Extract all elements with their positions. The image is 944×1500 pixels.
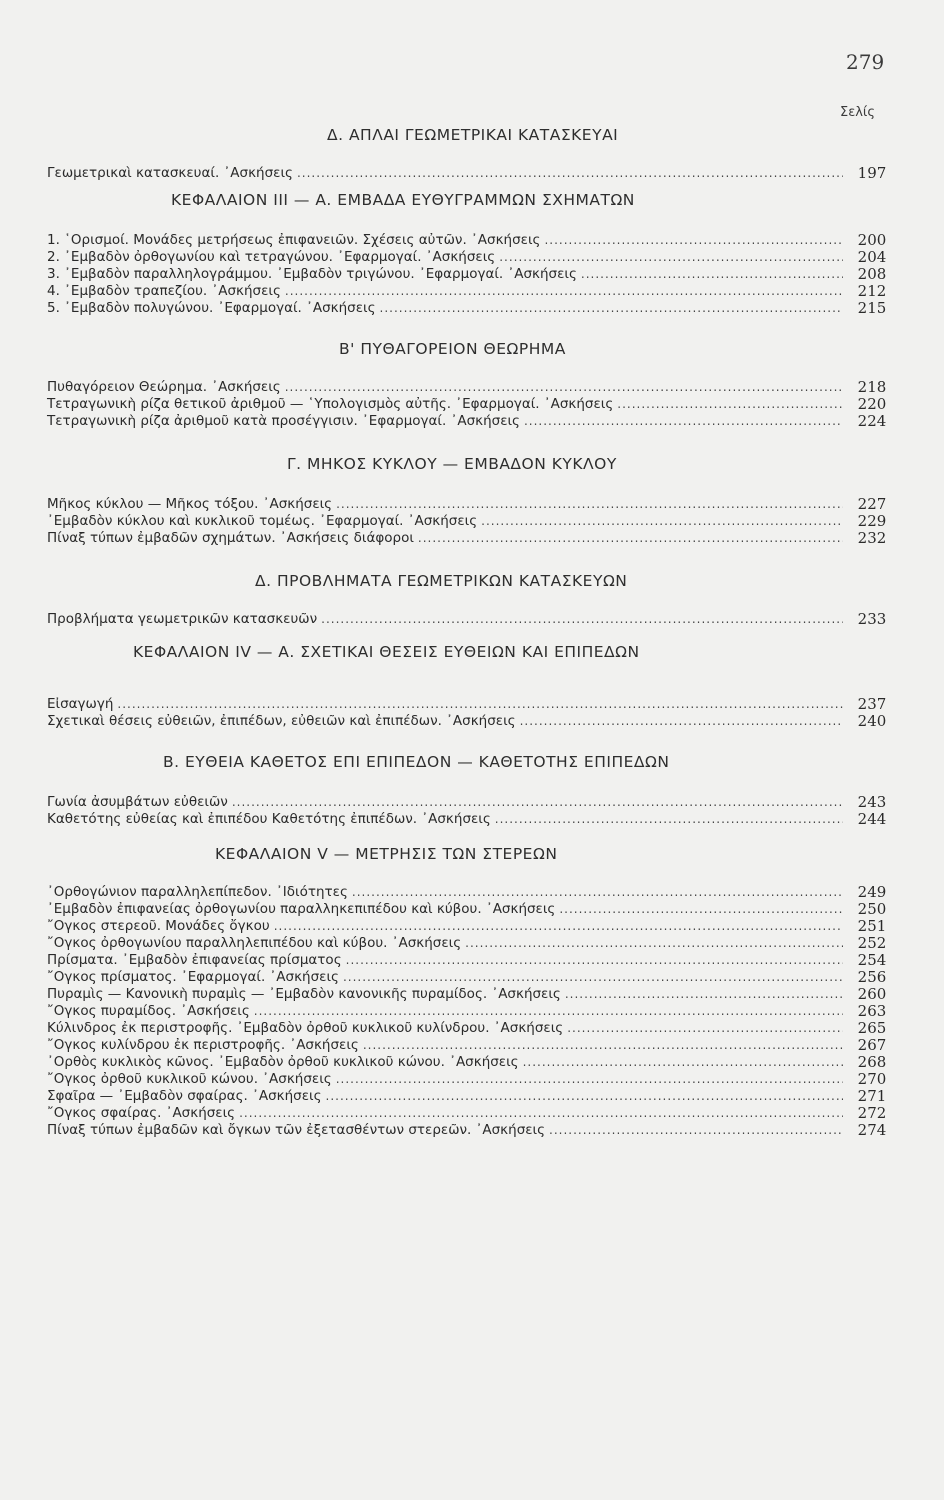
dot-leader bbox=[544, 232, 843, 249]
dot-leader bbox=[352, 884, 843, 901]
dot-leader bbox=[297, 165, 843, 182]
dot-leader bbox=[117, 696, 843, 713]
entry-page-number: 260 bbox=[857, 985, 887, 1003]
toc-entry bbox=[47, 794, 897, 811]
section-title: Β. ΕΥΘΕΙΑ ΚΑΘΕΤΟΣ ΕΠΙ ΕΠΙΠΕΔΟΝ — ΚΑΘΕΤΟΤΗΣ ΕΠΙΠΕΔΩΝ bbox=[163, 753, 670, 771]
entry-title: Πυραμὶς — Κανονικὴ πυραμὶς — ᾿Εμβαδὸν κανονικῆς πυραμίδος. ᾿Ασκήσεις bbox=[47, 986, 561, 1002]
dot-leader bbox=[581, 266, 843, 283]
toc-entry bbox=[47, 696, 897, 713]
entry-title: ῎Ογκος ὀρθοῦ κυκλικοῦ κώνου. ᾿Ασκήσεις bbox=[47, 1071, 332, 1087]
table-of-contents bbox=[47, 125, 897, 1139]
toc-entry bbox=[47, 300, 897, 317]
entry-page-number: 220 bbox=[857, 395, 887, 413]
toc-entry bbox=[47, 1020, 897, 1037]
entry-page-number: 254 bbox=[857, 951, 887, 969]
section-title: ΚΕΦΑΛΑΙΟΝ IV — Α. ΣΧΕΤΙΚΑΙ ΘΕΣΕΙΣ ΕΥΘΕΙΩΝ ΚΑΙ ΕΠΙΠΕΔΩΝ bbox=[133, 643, 640, 661]
entry-page-number: 240 bbox=[857, 712, 887, 730]
dot-leader bbox=[254, 1003, 843, 1020]
dot-leader bbox=[239, 1105, 843, 1122]
toc-section bbox=[47, 454, 897, 547]
dot-leader bbox=[343, 969, 843, 986]
entry-page-number: 218 bbox=[857, 378, 887, 396]
dot-leader bbox=[495, 811, 843, 828]
section-title: ΚΕΦΑΛΑΙΟΝ V — ΜΕΤΡΗΣΙΣ ΤΩΝ ΣΤΕΡΕΩΝ bbox=[215, 845, 558, 863]
dot-leader bbox=[481, 513, 843, 530]
entry-title: Πυθαγόρειον Θεώρημα. ᾿Ασκήσεις bbox=[47, 379, 281, 395]
toc-entry bbox=[47, 1071, 897, 1088]
dot-leader bbox=[336, 1071, 843, 1088]
dot-leader bbox=[232, 794, 843, 811]
entry-page-number: 224 bbox=[857, 412, 887, 430]
toc-entry bbox=[47, 1037, 897, 1054]
entry-title: Εἰσαγωγή bbox=[47, 696, 114, 712]
entry-page-number: 263 bbox=[857, 1002, 887, 1020]
section-title: Γ. ΜΗΚΟΣ ΚΥΚΛΟΥ — ΕΜΒΑΔΟΝ ΚΥΚΛΟΥ bbox=[287, 455, 617, 473]
entry-page-number: 237 bbox=[857, 695, 887, 713]
entry-page-number: 197 bbox=[857, 164, 887, 182]
toc-entry bbox=[47, 1003, 897, 1020]
entry-page-number: 215 bbox=[857, 299, 887, 317]
entry-title: Καθετότης εὐθείας καὶ ἐπιπέδου Καθετότης ἐπιπέδων. ᾿Ασκήσεις bbox=[47, 811, 491, 827]
entry-page-number: 251 bbox=[857, 917, 887, 935]
dot-leader bbox=[326, 1088, 844, 1105]
dot-leader bbox=[418, 530, 843, 547]
entry-page-number: 204 bbox=[857, 248, 887, 266]
entry-page-number: 271 bbox=[857, 1087, 887, 1105]
entry-title: ᾿Ορθογώνιον παραλληλεπίπεδον. ᾿Ιδιότητες bbox=[47, 884, 348, 900]
toc-entry bbox=[47, 713, 897, 730]
section-title: Δ. ΠΡΟΒΛΗΜΑΤΑ ΓΕΩΜΕΤΡΙΚΩΝ ΚΑΤΑΣΚΕΥΩΝ bbox=[255, 572, 628, 590]
dot-leader bbox=[524, 413, 843, 430]
entry-title: ῎Ογκος σφαίρας. ᾿Ασκήσεις bbox=[47, 1105, 236, 1121]
toc-entry bbox=[47, 1122, 897, 1139]
entry-page-number: 268 bbox=[857, 1053, 887, 1071]
dot-leader bbox=[617, 396, 843, 413]
entry-page-number: 250 bbox=[857, 900, 887, 918]
entry-title: ῎Ογκος στερεοῦ. Μονάδες ὄγκου bbox=[47, 918, 270, 934]
entry-page-number: 267 bbox=[857, 1036, 887, 1054]
entry-title: 5. ᾿Εμβαδὸν πολυγώνου. ᾿Εφαρμογαί. ᾿Ασκήσεις bbox=[47, 300, 376, 316]
toc-entry bbox=[47, 379, 897, 396]
entry-page-number: 256 bbox=[857, 968, 887, 986]
toc-entry bbox=[47, 884, 897, 901]
entry-title: ᾿Εμβαδὸν ἐπιφανείας ὀρθογωνίου παραλληκεπιπέδου καὶ κύβου. ᾿Ασκήσεις bbox=[47, 901, 556, 917]
entry-title: Πίναξ τύπων ἐμβαδῶν σχημάτων. ᾿Ασκήσεις διάφοροι bbox=[47, 530, 414, 546]
entry-title: ῎Ογκος ὀρθογωνίου παραλληλεπιπέδου καὶ κύβου. ᾿Ασκήσεις bbox=[47, 935, 462, 951]
toc-entry bbox=[47, 918, 897, 935]
toc-entry bbox=[47, 811, 897, 828]
entry-title: Μῆκος κύκλου — Μῆκος τόξου. ᾿Ασκήσεις bbox=[47, 496, 333, 512]
toc-entry bbox=[47, 986, 897, 1003]
entry-page-number: 243 bbox=[857, 793, 887, 811]
dot-leader bbox=[499, 249, 843, 266]
dot-leader bbox=[274, 918, 843, 935]
toc-section bbox=[47, 752, 897, 828]
toc-section bbox=[47, 844, 897, 1139]
dot-leader bbox=[559, 901, 843, 918]
entry-page-number: 272 bbox=[857, 1104, 887, 1122]
toc-entry bbox=[47, 249, 897, 266]
dot-leader bbox=[520, 713, 843, 730]
entry-title: ᾿Ορθὸς κυκλικὸς κῶνος. ᾿Εμβαδὸν ὀρθοῦ κυκλικοῦ κώνου. ᾿Ασκήσεις bbox=[47, 1054, 519, 1070]
entry-title: Πρίσματα. ᾿Εμβαδὸν ἐπιφανείας πρίσματος bbox=[47, 952, 342, 968]
dot-leader bbox=[363, 1037, 843, 1054]
entry-title: Πίναξ τύπων ἐμβαδῶν καὶ ὄγκων τῶν ἐξετασθέντων στερεῶν. ᾿Ασκήσεις bbox=[47, 1122, 546, 1138]
toc-entry bbox=[47, 935, 897, 952]
entry-title: Προβλήματα γεωμετρικῶν κατασκευῶν bbox=[47, 611, 318, 627]
toc-section bbox=[47, 339, 897, 430]
toc-entry bbox=[47, 1105, 897, 1122]
toc-entry bbox=[47, 413, 897, 430]
entry-page-number: 227 bbox=[857, 495, 887, 513]
entry-title: Τετραγωνικὴ ρίζα θετικοῦ ἀριθμοῦ — ῾Υπολογισμὸς αὐτῆς. ᾿Εφαρμογαί. ᾿Ασκήσεις bbox=[47, 396, 614, 412]
entry-title: 1. ῾Ορισμοί. Μονάδες μετρήσεως ἐπιφανειῶν. Σχέσεις αὐτῶν. ᾿Ασκήσεις bbox=[47, 232, 541, 248]
dot-leader bbox=[346, 952, 843, 969]
dot-leader bbox=[465, 935, 843, 952]
toc-section bbox=[47, 125, 897, 182]
entry-title: Κύλινδρος ἐκ περιστροφῆς. ᾿Εμβαδὸν ὀρθοῦ κυκλικοῦ κυλίνδρου. ᾿Ασκήσεις bbox=[47, 1020, 564, 1036]
page-column-header: Σελίς bbox=[840, 105, 875, 120]
toc-entry bbox=[47, 396, 897, 413]
toc-section bbox=[47, 642, 897, 730]
dot-leader bbox=[567, 1020, 843, 1037]
section-title: Β' ΠΥΘΑΓΟΡΕΙΟΝ ΘΕΩΡΗΜΑ bbox=[339, 340, 566, 358]
toc-entry bbox=[47, 165, 897, 182]
toc-entry bbox=[47, 530, 897, 547]
entry-title: Γεωμετρικαὶ κατασκευαί. ᾿Ασκήσεις bbox=[47, 165, 293, 181]
bleed-through-line bbox=[330, 1330, 870, 1344]
entry-page-number: 249 bbox=[857, 883, 887, 901]
dot-leader bbox=[565, 986, 843, 1003]
entry-page-number: 233 bbox=[857, 610, 887, 628]
entry-title: 2. ᾿Εμβαδὸν ὀρθογωνίου καὶ τετραγώνου. ᾿Εφαρμογαί. ᾿Ασκήσεις bbox=[47, 249, 496, 265]
entry-page-number: 200 bbox=[857, 231, 887, 249]
toc-entry bbox=[47, 266, 897, 283]
toc-entry bbox=[47, 513, 897, 530]
entry-page-number: 270 bbox=[857, 1070, 887, 1088]
section-title: ΚΕΦΑΛΑΙΟΝ III — Α. ΕΜΒΑΔΑ ΕΥΘΥΓΡΑΜΜΩΝ ΣΧΗΜΑΤΩΝ bbox=[171, 191, 635, 209]
entry-page-number: 265 bbox=[857, 1019, 887, 1037]
toc-entry bbox=[47, 283, 897, 300]
entry-page-number: 274 bbox=[857, 1121, 887, 1139]
section-title: Δ. ΑΠΛΑΙ ΓΕΩΜΕΤΡΙΚΑΙ ΚΑΤΑΣΚΕΥΑΙ bbox=[327, 126, 619, 144]
entry-title: Σχετικαὶ θέσεις εὐθειῶν, ἐπιπέδων, εὐθειῶν καὶ ἐπιπέδων. ᾿Ασκήσεις bbox=[47, 713, 516, 729]
entry-title: ᾿Εμβαδὸν κύκλου καὶ κυκλικοῦ τομέως. ᾿Εφαρμογαί. ᾿Ασκήσεις bbox=[47, 513, 478, 529]
toc-entry bbox=[47, 232, 897, 249]
toc-entry bbox=[47, 611, 897, 628]
entry-title: Τετραγωνικὴ ρίζα ἀριθμοῦ κατὰ προσέγγισιν. ᾿Εφαρμογαί. ᾿Ασκήσεις bbox=[47, 413, 520, 429]
entry-title: ῎Ογκος πρίσματος. ᾿Εφαρμογαί. ᾿Ασκήσεις bbox=[47, 969, 339, 985]
bleed-through-line bbox=[330, 1378, 870, 1392]
entry-page-number: 252 bbox=[857, 934, 887, 952]
entry-title: Γωνία ἀσυμβάτων εὐθειῶν bbox=[47, 794, 228, 810]
toc-entry bbox=[47, 1054, 897, 1071]
entry-title: ῎Ογκος πυραμίδος. ᾿Ασκήσεις bbox=[47, 1003, 250, 1019]
toc-section bbox=[47, 571, 897, 628]
dot-leader bbox=[336, 496, 843, 513]
entry-page-number: 208 bbox=[857, 265, 887, 283]
page-number: 279 bbox=[846, 50, 885, 74]
dot-leader bbox=[285, 379, 843, 396]
entry-title: ῎Ογκος κυλίνδρου ἐκ περιστροφῆς. ᾿Ασκήσεις bbox=[47, 1037, 359, 1053]
entry-title: 4. ᾿Εμβαδὸν τραπεζίου. ᾿Ασκήσεις bbox=[47, 283, 281, 299]
toc-entry bbox=[47, 969, 897, 986]
toc-entry bbox=[47, 901, 897, 918]
toc-section bbox=[47, 190, 897, 317]
dot-leader bbox=[321, 611, 843, 628]
entry-page-number: 244 bbox=[857, 810, 887, 828]
entry-title: 3. ᾿Εμβαδὸν παραλληλογράμμου. ᾿Εμβαδὸν τριγώνου. ᾿Εφαρμογαί. ᾿Ασκήσεις bbox=[47, 266, 577, 282]
toc-entry bbox=[47, 952, 897, 969]
entry-page-number: 229 bbox=[857, 512, 887, 530]
entry-page-number: 212 bbox=[857, 282, 887, 300]
toc-entry bbox=[47, 496, 897, 513]
entry-title: Σφαῖρα — ᾿Εμβαδὸν σφαίρας. ᾿Ασκήσεις bbox=[47, 1088, 322, 1104]
dot-leader bbox=[285, 283, 843, 300]
toc-entry bbox=[47, 1088, 897, 1105]
dot-leader bbox=[380, 300, 843, 317]
entry-page-number: 232 bbox=[857, 529, 887, 547]
dot-leader bbox=[549, 1122, 843, 1139]
dot-leader bbox=[523, 1054, 843, 1071]
